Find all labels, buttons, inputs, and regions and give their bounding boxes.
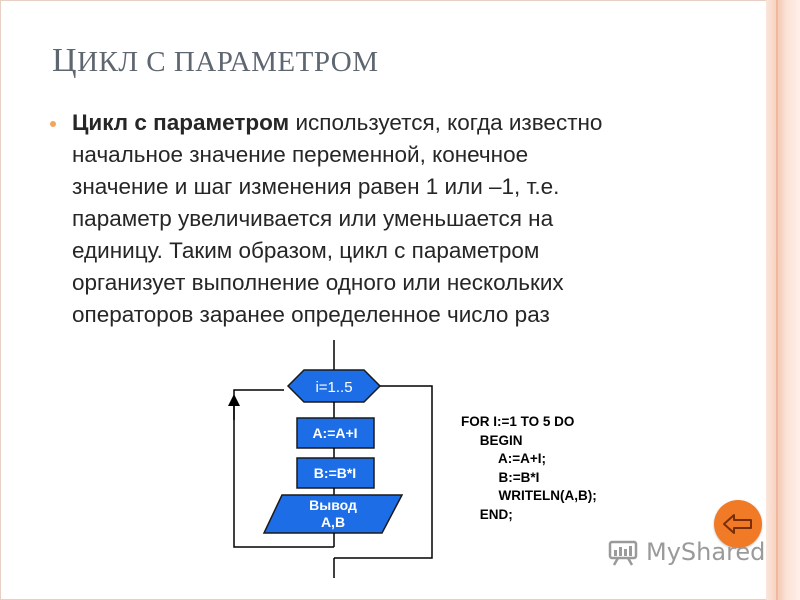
- watermark: [608, 537, 765, 567]
- title-rest: ИКЛ С ПАРАМЕТРОМ: [77, 46, 379, 78]
- bullet-bold-term: Цикл с параметром: [72, 110, 290, 135]
- watermark-text: MyShared: [646, 538, 766, 566]
- decorative-stripe: [766, 0, 800, 600]
- bullet-line-5: единицу. Таким образом, цикл с параметром: [72, 238, 540, 263]
- flowchart: [220, 340, 440, 580]
- myshared-logo-icon: [608, 538, 640, 566]
- pascal-code: [461, 413, 597, 524]
- code-line-5: WRITELN(A,B);: [461, 488, 597, 503]
- code-line-3: A:=A+I;: [461, 451, 547, 466]
- code-line-4: B:=B*I: [461, 469, 540, 485]
- bullet-line-7: операторов заранее определенное число раз: [72, 302, 550, 327]
- step2-label: B:=B*I: [313, 465, 357, 481]
- bullet-line-1: используется, когда известно: [289, 110, 603, 135]
- bullet-line-4: параметр увеличивается или уменьшается на: [72, 206, 554, 231]
- loop-header-label: i=1..5: [315, 379, 353, 396]
- code-line-6: END;: [461, 506, 513, 522]
- code-line-1: FOR I:=1 TO 5 DO: [461, 414, 575, 429]
- slide-title: [52, 42, 379, 80]
- bullet-line-3: значение и шаг изменения равен 1 или –1, т.е.: [72, 174, 560, 199]
- bullet-text: [72, 107, 762, 331]
- code-line-2: BEGIN: [461, 432, 523, 448]
- step1-label: A:=A+I: [312, 425, 358, 441]
- title-first-letter: Ц: [52, 42, 78, 79]
- bullet-line-6: организует выполнение одного или нескольких: [72, 270, 564, 295]
- bullet-line-2: начальное значение переменной, конечное: [72, 142, 529, 167]
- output-label-2: A,B: [320, 514, 346, 530]
- output-label-1: Вывод: [309, 497, 357, 513]
- bullet-icon: [50, 121, 56, 127]
